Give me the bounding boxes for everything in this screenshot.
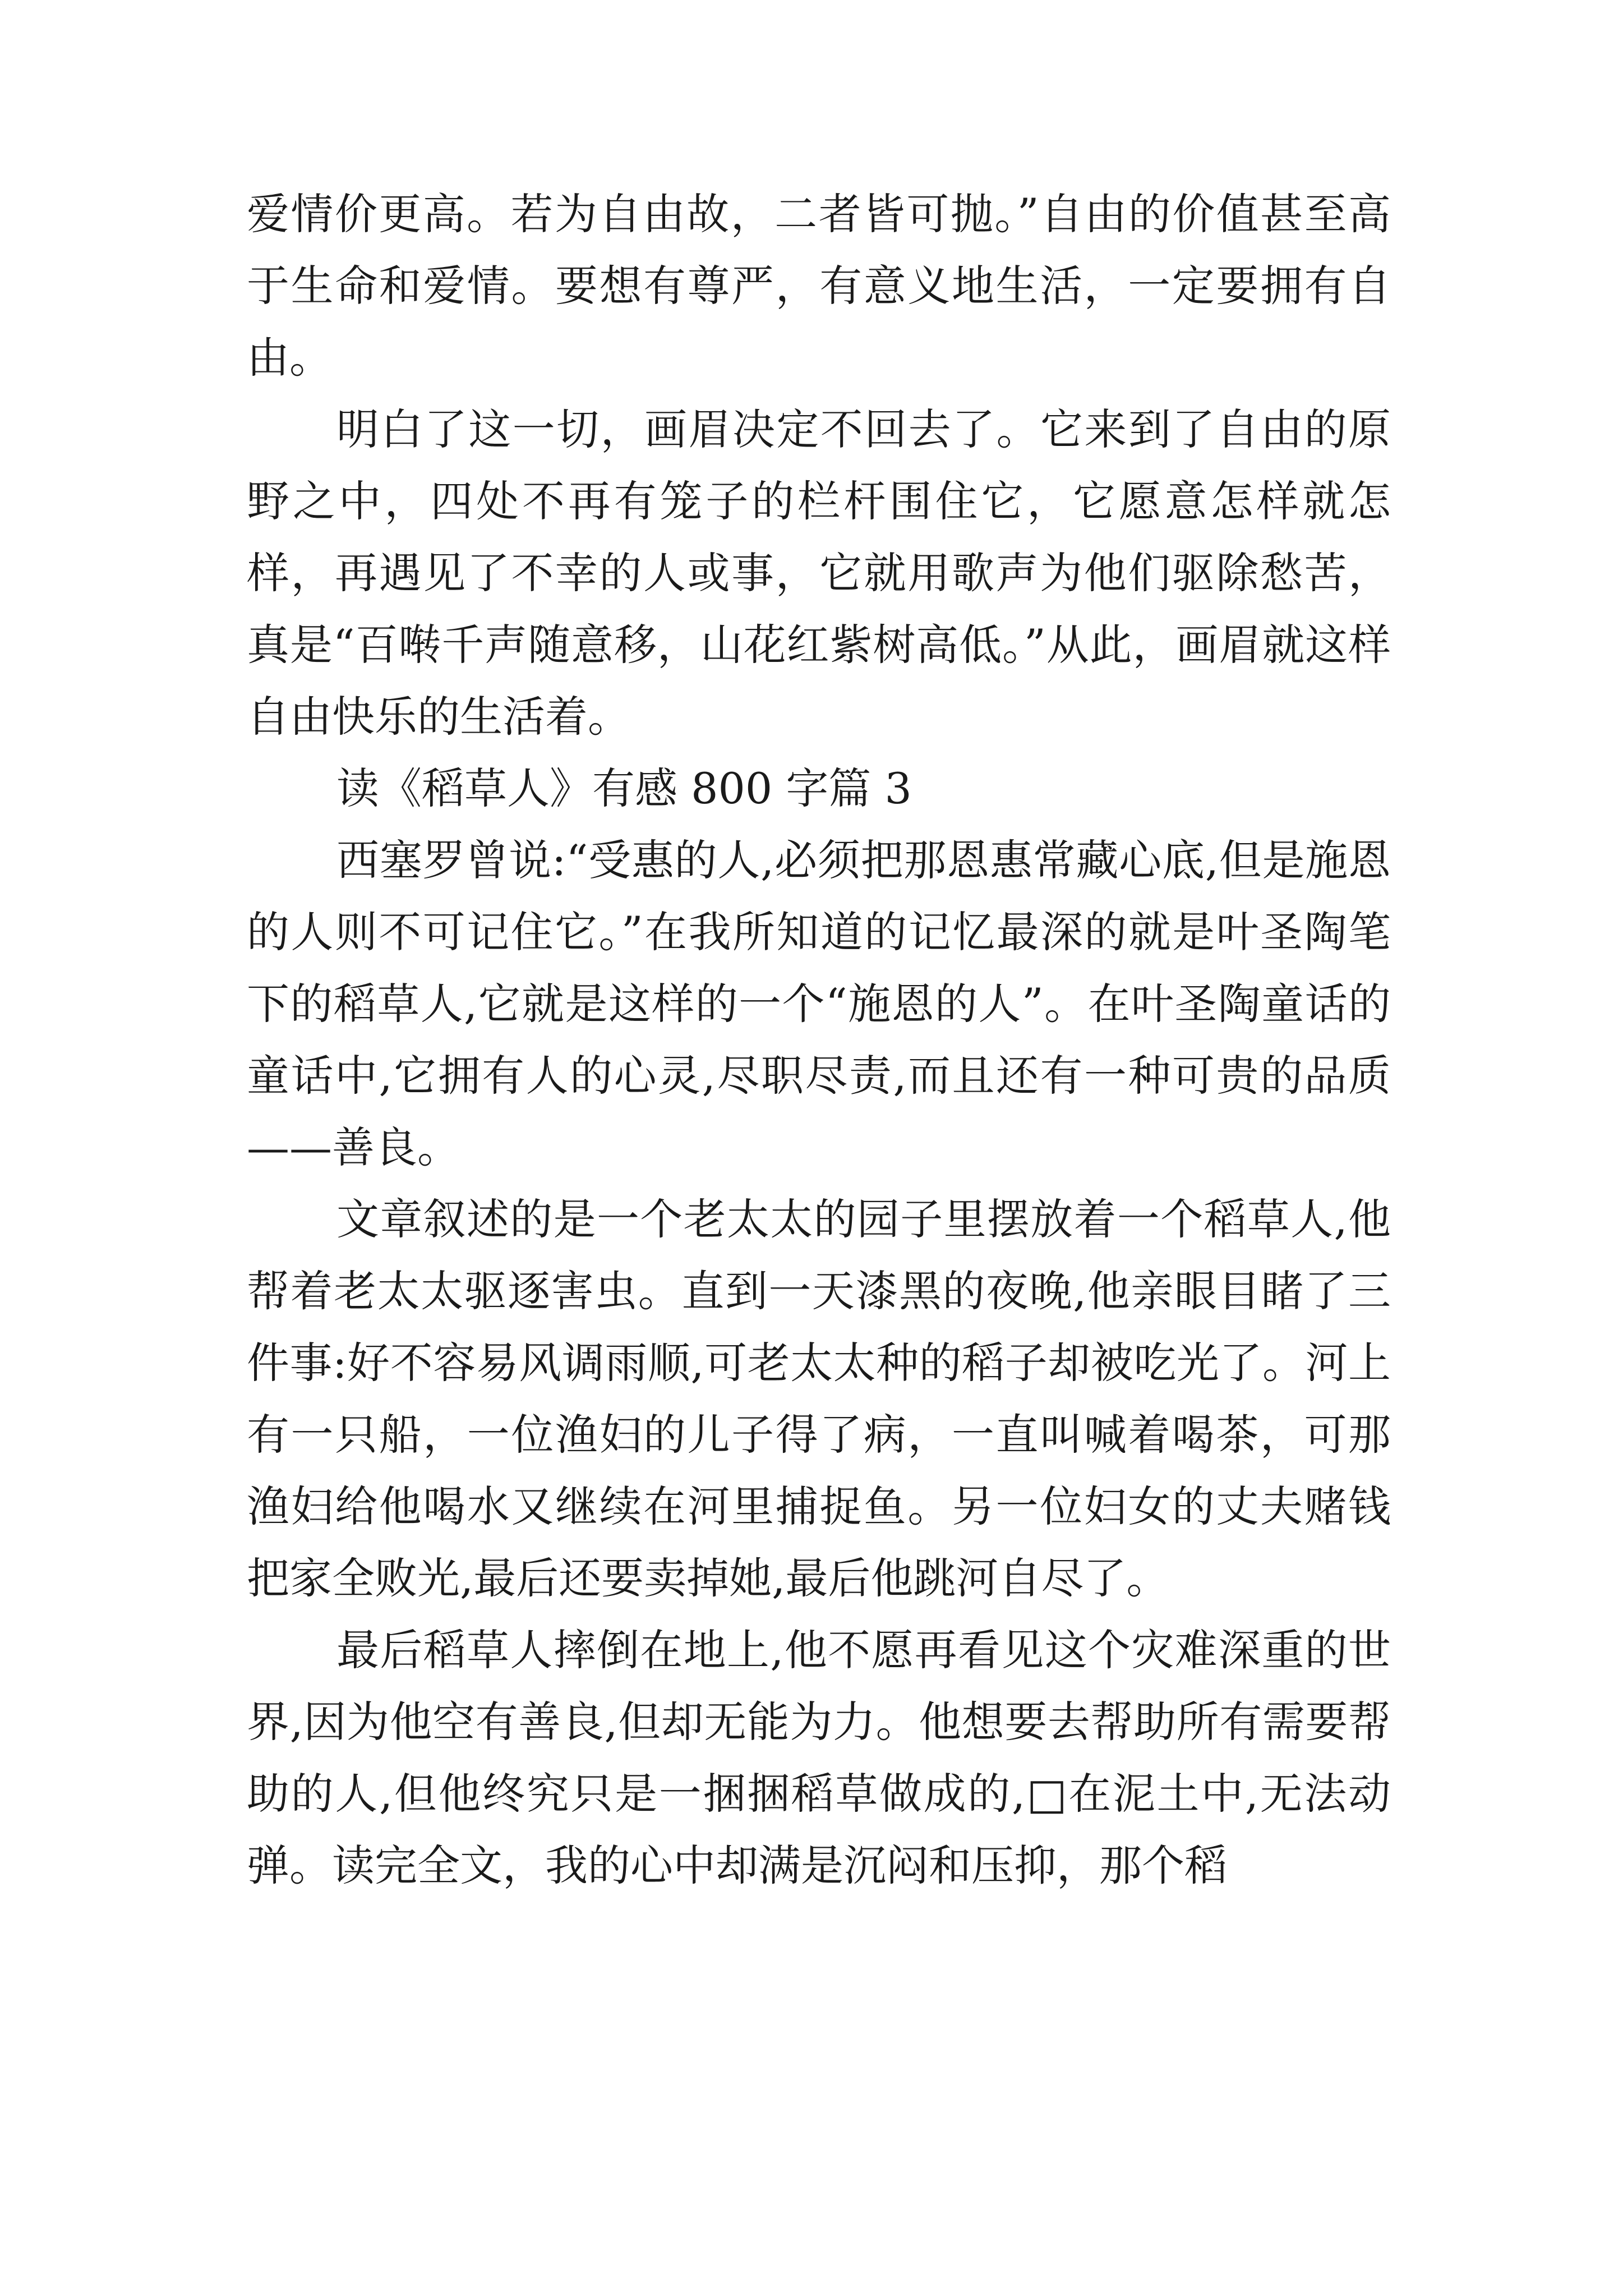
paragraph-2: 明白了这一切，画眉决定不回去了。它来到了自由的原野之中，四处不再有笼子的栏杆围住它，它愿意怎样就怎样，再遇见了不幸的人或事，它就用歌声为他们驱除愁苦，真是“百啭千声随意移，山花红紫树高低。”从此，画眉就这样自由快乐的生活着。 [247,404,1391,742]
paragraph-5: 文章叙述的是一个老太太的园子里摆放着一个稻草人,他帮着老太太驱逐害虫。直到一天漆黑的夜晚,他亲眼目睹了三件事:好不容易风调雨顺,可老太太种的稻子却被吃光了。河上有一只船，一位渔妇的儿子得了病，一直叫喊着喝茶，可那渔妇给他喝水又继续在河里捕捉鱼。另一位妇女的丈夫赌钱把家全败光,最后还要卖掉她,最后他跳河自尽了。 [247,1194,1391,1603]
document-body [247,178,1391,1902]
paragraph-4: 西塞罗曾说:“受惠的人,必须把那恩惠常藏心底,但是施恩的人则不可记住它。”在我所知道的记忆最深的就是叶圣陶笔下的稻草人,它就是这样的一个“施恩的人”。在叶圣陶童话的童话中,它拥有人的心灵,尽职尽责,而且还有一种可贵的品质——善良。 [247,835,1391,1172]
paragraph-6: 最后稻草人摔倒在地上,他不愿再看见这个灾难深重的世界,因为他空有善良,但却无能为力。他想要去帮助所有需要帮助的人,但他终究只是一捆捆稻草做成的,□在泥土中,无法动弹。读完全文，我的心中却满是沉闷和压抑，那个稻 [247,1625,1391,1890]
section-heading: 读《稻草人》有感 800 字篇 3 [336,763,912,813]
paragraph-1: 爱情价更高。若为自由故，二者皆可抛。”自由的价值甚至高于生命和爱情。要想有尊严，有意义地生活，一定要拥有自由。 [247,189,1391,383]
